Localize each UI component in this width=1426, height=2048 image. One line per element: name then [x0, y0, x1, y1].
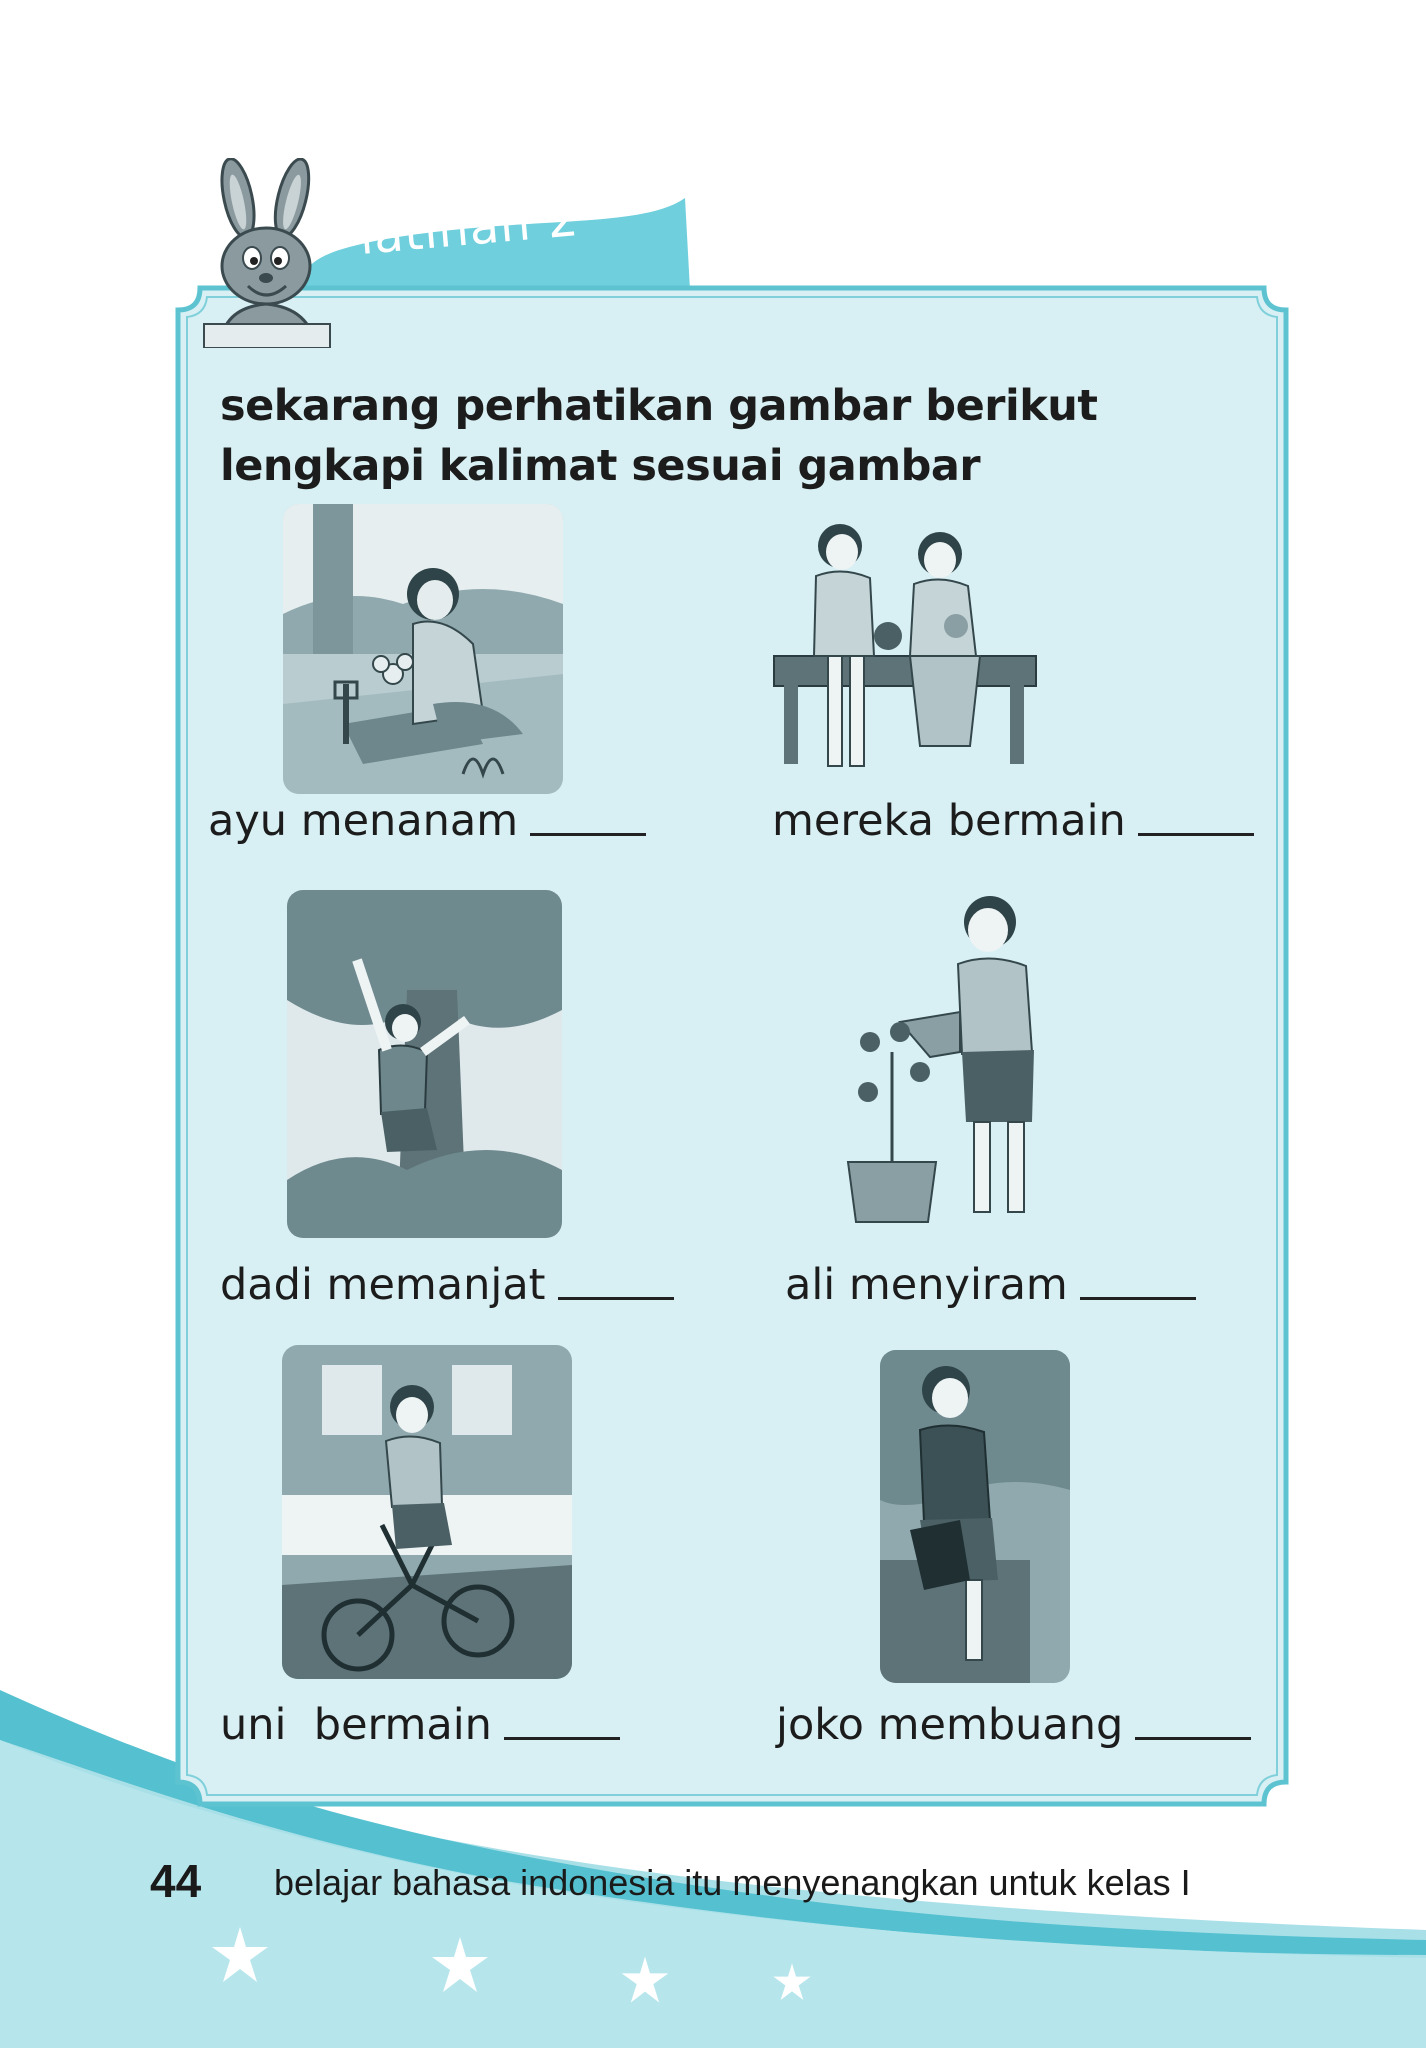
- sentence-5: [220, 1700, 620, 1750]
- sentence-6: [776, 1700, 1251, 1750]
- star-icon: [430, 1935, 490, 1995]
- answer-blank-5[interactable]: [504, 1737, 620, 1740]
- picture-boy-watering-plant: [840, 882, 1100, 1238]
- sentence-3-text: dadi memanjat: [220, 1260, 546, 1310]
- star-icon: [210, 1925, 270, 1985]
- answer-blank-3[interactable]: [558, 1297, 674, 1300]
- instruction-line-1: sekarang perhatikan gambar berikut: [220, 381, 1098, 431]
- sentence-1-text: ayu menanam: [208, 796, 519, 846]
- sentence-2-text: mereka bermain: [772, 796, 1126, 846]
- sentence-5-text: uni bermain: [220, 1700, 492, 1750]
- sentence-3: [220, 1260, 674, 1310]
- page-number: 44: [150, 1855, 202, 1907]
- sentence-1: [208, 796, 646, 846]
- instructions: [220, 376, 1220, 496]
- sentence-4: [785, 1260, 1196, 1310]
- rabbit-mascot-icon: [200, 158, 336, 348]
- exercise-title: latihan 2: [357, 191, 582, 266]
- sentence-2: [772, 796, 1254, 846]
- instruction-line-2: lengkapi kalimat sesuai gambar: [220, 441, 981, 491]
- answer-blank-6[interactable]: [1135, 1737, 1251, 1740]
- picture-girl-riding-bicycle: [282, 1345, 572, 1679]
- answer-blank-4[interactable]: [1080, 1297, 1196, 1300]
- answer-blank-2[interactable]: [1138, 833, 1254, 836]
- picture-girls-on-bench: [770, 506, 1040, 788]
- book-title: belajar bahasa indonesia itu menyenangkan untuk kelas I: [274, 1862, 1191, 1903]
- sentence-4-text: ali menyiram: [785, 1260, 1068, 1310]
- picture-girl-planting: [283, 504, 563, 794]
- sentence-6-text: joko membuang: [776, 1700, 1124, 1750]
- picture-boy-climbing-tree: [287, 890, 562, 1238]
- answer-blank-1[interactable]: [530, 833, 646, 836]
- picture-boy-emptying-trash: [880, 1350, 1070, 1683]
- star-icon: [620, 1955, 670, 2005]
- star-icon: [772, 1962, 812, 2002]
